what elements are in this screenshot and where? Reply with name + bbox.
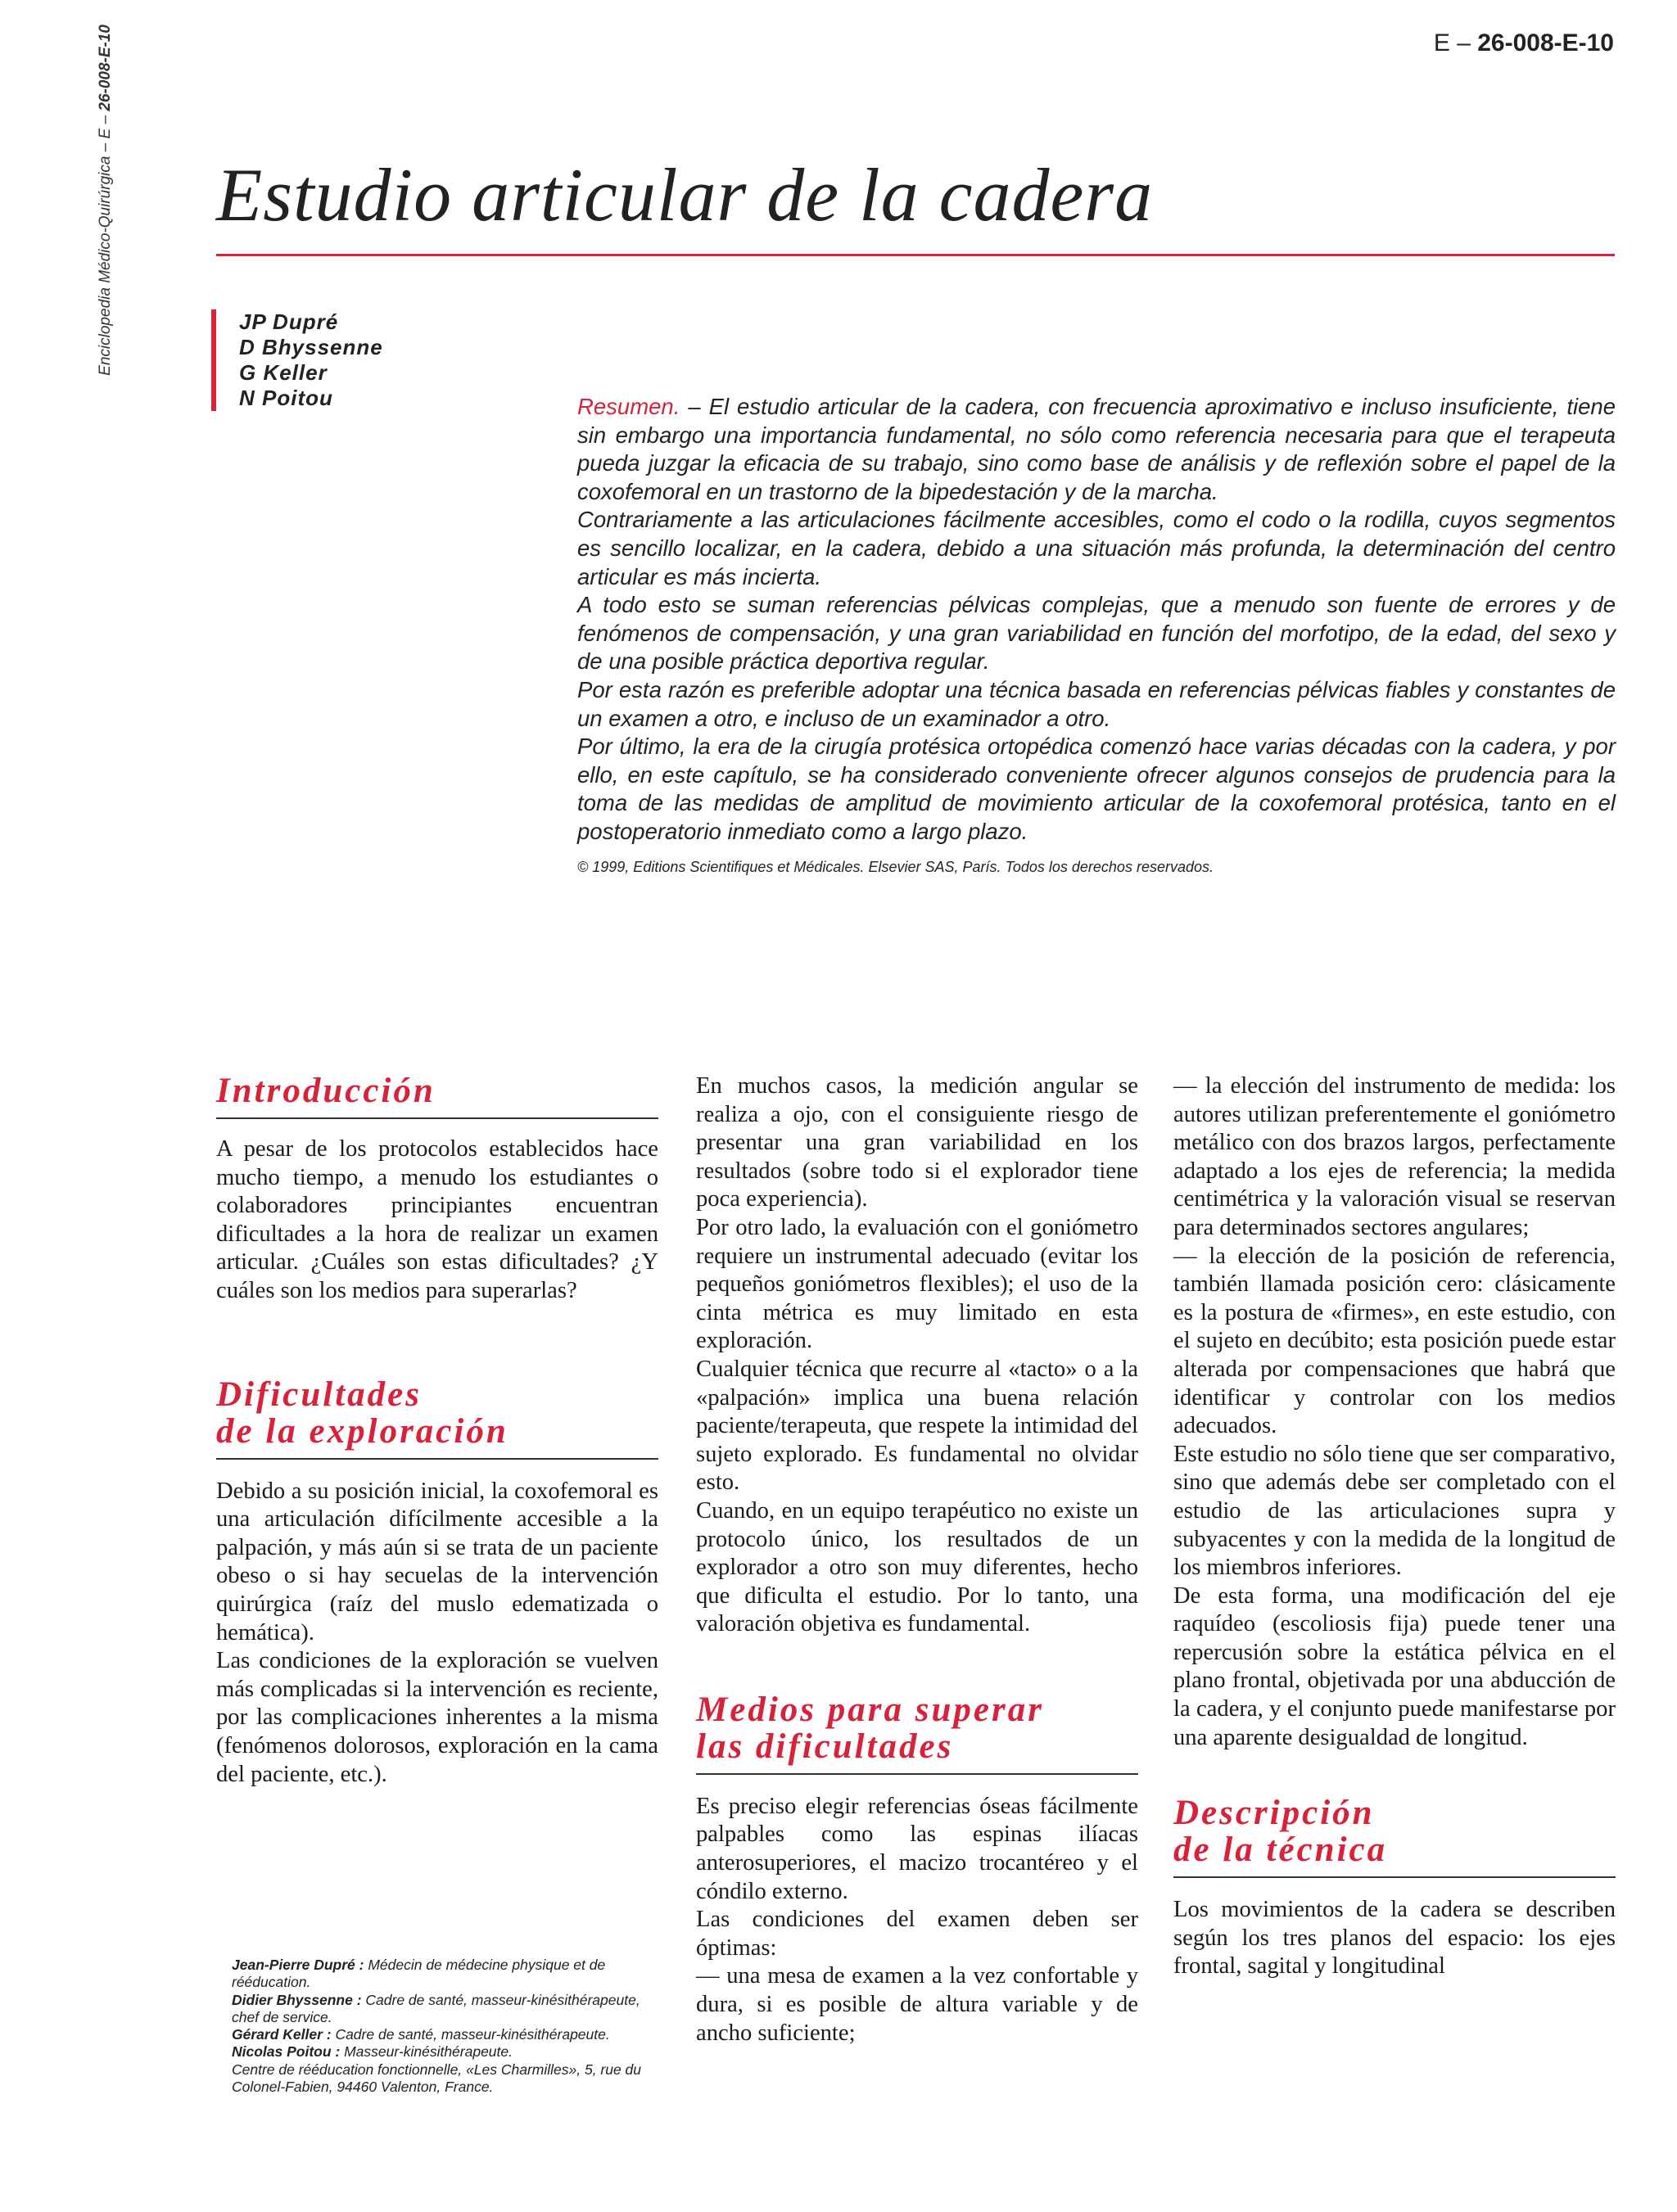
heading-line: Descripción (1173, 1794, 1375, 1833)
body-paragraph: Por otro lado, la evaluación con el goniómetro requiere un instrumental adecuado (evitar los pequeños goniómetros flexibles); el uso de la cinta métrica es muy limitado en esta exploración. (696, 1214, 1138, 1354)
body-paragraph: Cuando, en un equipo terapéutico no existe un protocolo único, los resultados de un explorador a otro son muy diferentes, hecho que dificulta el estudio. Por lo tanto, una valoración objetiva es fundamental. (696, 1497, 1138, 1637)
body-paragraph: Es preciso elegir referencias óseas fácilmente palpables como las espinas ilíacas anterosuperiores, el macizo trocantéreo y el cóndilo externo. (696, 1793, 1138, 1904)
heading-dificultades (216, 1376, 658, 1460)
affiliation-text: Cadre de santé, masseur-kinésithérapeute, chef de service. (232, 1991, 640, 2025)
side-journal-letter: E – (97, 115, 114, 139)
affiliation-name: Nicolas Poitou : (232, 2043, 341, 2061)
affiliation-text: Médecin de médecine physique et de rééducation. (232, 1957, 606, 1991)
column-3 (1173, 1072, 1616, 1981)
affiliation-name: Jean-Pierre Dupré : (232, 1957, 364, 1973)
affiliation-line (232, 2043, 658, 2061)
side-journal-label (97, 25, 115, 376)
copyright-notice: © 1999, Editions Scientifiques et Médicales. Elsevier SAS, París. Todos los derechos reservados. (577, 858, 1214, 875)
heading-introduccion: Introducción (216, 1072, 658, 1119)
body-paragraph: Los movimientos de la cadera se describen según los tres planos del espacio: los ejes frontal, sagital y longitudinal (1173, 1897, 1616, 1980)
body-paragraph: Las condiciones de la exploración se vuelven más complicadas si la intervención es reciente, por las complicaciones inherentes a la misma (fenómenos dolorosos, exploración en la cama del paciente, etc.). (216, 1648, 658, 1787)
abstract-paragraph (577, 393, 1616, 506)
abstract-paragraph: Por esta razón es preferible adoptar una técnica basada en referencias pélvicas fiables y constantes de un examen a otro, e incluso de un examinador a otro. (577, 676, 1616, 731)
abstract-text: – El estudio articular de la cadera, con frecuencia aproximativo e incluso insuficiente, tiene sin embargo una importancia fundamental, no sólo como referencia necesaria para que el terapeuta pueda juzgar la eficacia de su trabajo, sino como base de análisis y de reflexión sobre el papel de la coxofemoral en un trastorno de la bipedestación y de la marcha. (577, 394, 1616, 504)
body-paragraph: Este estudio no sólo tiene que ser comparativo, sino que además debe ser completado con el estudio de las articulaciones supra y subyacentes y con la medida de la longitud de los miembros inferiores. (1173, 1441, 1616, 1581)
affiliation-line (232, 2026, 658, 2043)
affiliation-name: Didier Bhyssenne : (232, 1991, 362, 2008)
body-paragraph: — la elección de la posición de referencia, también llamada posición cero: clásicamente es la postura de «firmes», en este estudio, con el sujeto en decúbito; esta posición puede estar alterada por compensaciones que habrá que identificar y controlar con los medios adecuados. (1173, 1243, 1616, 1439)
heading-line: de la técnica (1173, 1831, 1388, 1870)
abstract-lead: Resumen. (577, 394, 680, 419)
side-journal-code: 26-008-E-10 (97, 25, 114, 111)
heading-medios (696, 1691, 1138, 1775)
abstract-paragraph: Por último, la era de la cirugía protésica ortopédica comenzó hace varias décadas con la cadera, y por ello, en este capítulo, se ha considerado conveniente ofrecer algunos consejos de prudencia para la toma de las medidas de amplitud de movimiento articular de la coxofemoral protésica, tanto en el postoperatorio inmediato como a largo plazo. (577, 734, 1616, 844)
heading-descripcion (1173, 1794, 1616, 1878)
body-paragraph: De esta forma, una modificación del eje raquídeo (escoliosis fija) puede tener una repercusión sobre la estática pélvica en el plano frontal, objetivada por una abducción de la cadera, y el conjunto puede manifestarse por una aparente desigualdad de longitud. (1173, 1582, 1616, 1750)
page-title: Estudio articular de la cadera (216, 153, 1154, 237)
affiliation-line (232, 1992, 658, 2027)
heading-line: Medios para superar (696, 1690, 1044, 1729)
body-paragraph: — la elección del instrumento de medida: los autores utilizan preferentemente el goniómetro metálico con dos brazos largos, perfectamente adaptado a los ejes de referencia; la medida centimétrica y la valoración visual se reservan para determinados sectores angulares; (1173, 1073, 1616, 1240)
column-2 (696, 1072, 1138, 2047)
body-paragraph: A pesar de los protocolos establecidos hace mucho tiempo, a menudo los estudiantes o colaboradores principiantes encuentran dificultades a la hora de realizar un examen articular. ¿Cuáles son estas dificultades? ¿Y cuáles son los medios para superarlas? (216, 1136, 658, 1303)
author-affiliations (232, 1957, 658, 2096)
body-paragraph: Debido a su posición inicial, la coxofemoral es una articulación difícilmente accesible a la palpación, y más aún si se trata de un paciente obeso o si hay secuelas de la intervención quirúrgica (raíz del muslo edematizada o hemática). (216, 1478, 658, 1645)
affiliation-text: Masseur-kinésithérapeute. (340, 2043, 513, 2061)
heading-line: Dificultades (216, 1375, 422, 1414)
document-code (1434, 29, 1614, 57)
author-name: JP Dupré (239, 309, 339, 334)
abstract-paragraph: A todo esto se suman referencias pélvicas complejas, que a menudo son fuente de errores y de fenómenos de compensación, y una gran variabilidad en función del morfotipo, de la edad, del sexo y de una posible práctica deportiva regular. (577, 592, 1616, 675)
title-divider (216, 254, 1615, 256)
abstract (577, 393, 1616, 876)
side-journal-name: Enciclopedia Médico-Quirúrgica – (97, 142, 114, 376)
body-paragraph: En muchos casos, la medición angular se realiza a ojo, con el consiguiente riesgo de presentar una gran variabilidad en los resultados (sobre todo si el explorador tiene poca experiencia). (696, 1073, 1138, 1212)
body-paragraph: — una mesa de examen a la vez confortable y dura, si es posible de altura variable y de ancho suficiente; (696, 1963, 1138, 2046)
author-list (211, 309, 383, 411)
document-code-prefix: E – (1433, 29, 1471, 56)
abstract-paragraph: Contrariamente a las articulaciones fácilmente accesibles, como el codo o la rodilla, cuyos segmentos es sencillo localizar, en la cadera, debido a una situación más profunda, la determinación del centro articular es más incierta. (577, 507, 1616, 589)
affiliation-text: Cadre de santé, masseur-kinésithérapeute. (331, 2026, 610, 2043)
body-paragraph: Cualquier técnica que recurre al «tacto» o a la «palpación» implica una buena relación paciente/terapeuta, que respete la intimidad del sujeto explorado. Es fundamental no olvidar esto. (696, 1356, 1138, 1496)
affiliation-line (232, 1957, 658, 1992)
affiliation-name: Gérard Keller : (232, 2026, 332, 2043)
affiliation-address: Centre de rééducation fonctionnelle, «Les Charmilles», 5, rue du Colonel-Fabien, 94460 Valenton, France. (232, 2061, 642, 2096)
author-name: N Poitou (239, 386, 333, 410)
author-name: D Bhyssenne (239, 335, 383, 359)
body-paragraph: Las condiciones del examen deben ser óptimas: (696, 1907, 1138, 1961)
heading-line: las dificultades (696, 1727, 954, 1766)
document-code-number: 26-008-E-10 (1477, 29, 1614, 56)
author-name: G Keller (239, 360, 328, 385)
heading-line: de la exploración (216, 1411, 509, 1451)
column-1 (216, 1072, 658, 1789)
